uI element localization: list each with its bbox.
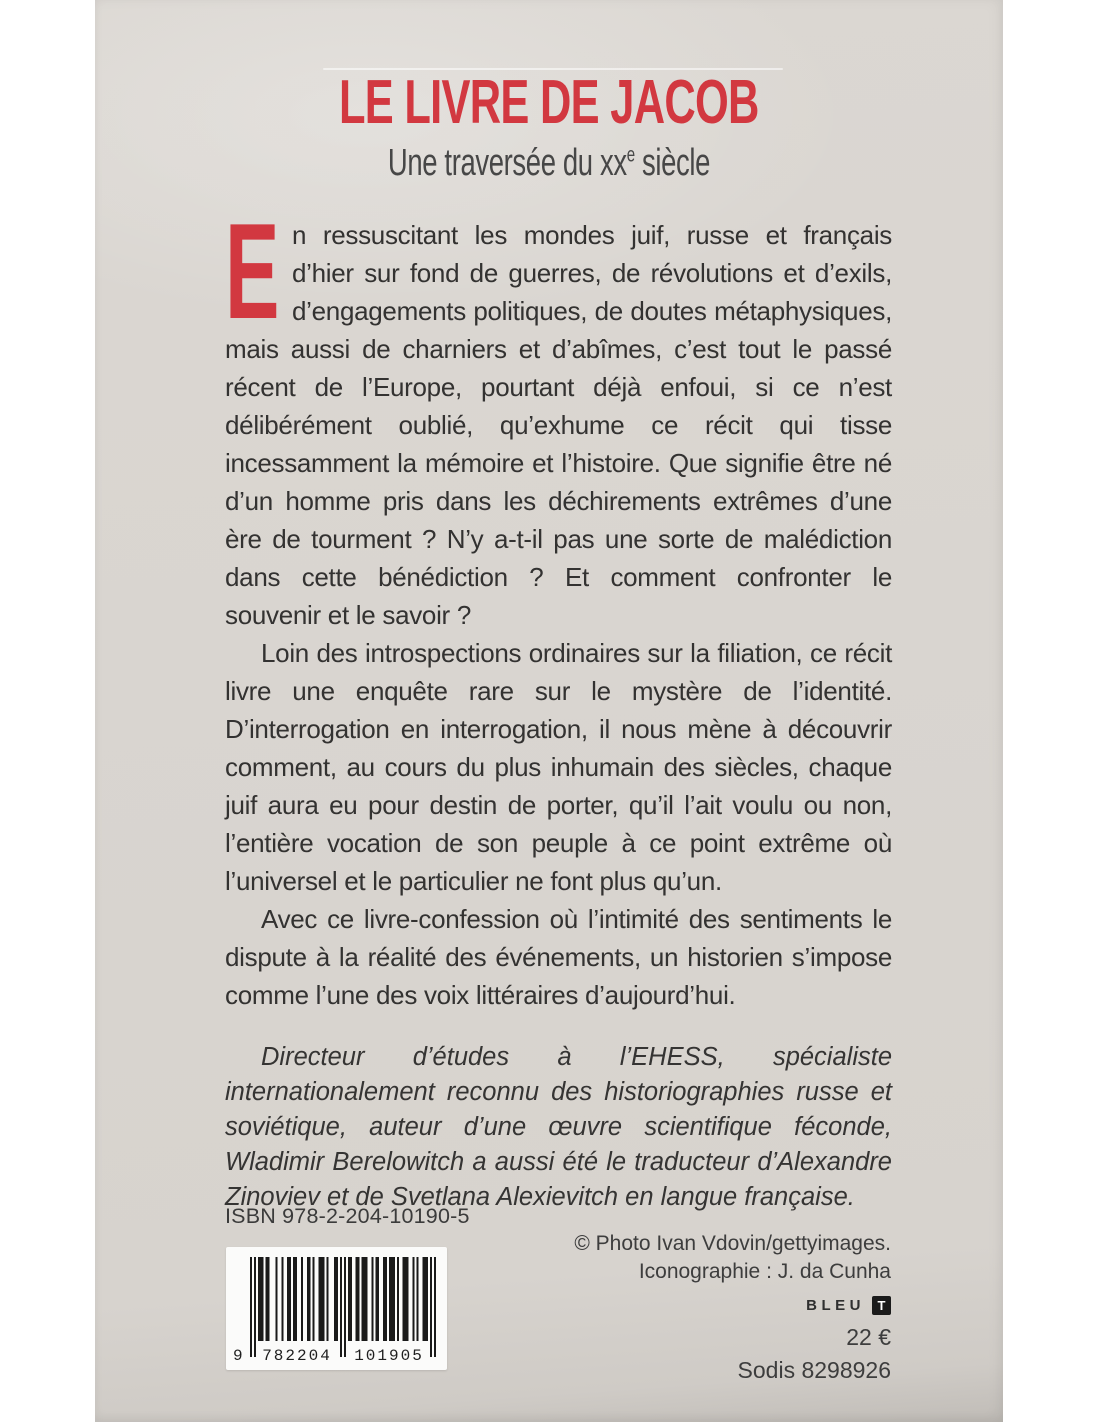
- drop-cap: E: [225, 195, 280, 347]
- barcode-group-2: 101905: [348, 1347, 430, 1366]
- price: 22 €: [846, 1324, 891, 1350]
- subtitle-text: Une traversée du: [387, 142, 601, 184]
- book-subtitle: [163, 144, 935, 184]
- title-block: [95, 0, 1003, 184]
- synopsis-paragraph-2: Loin des introspections ordinaires sur la filiation, ce récit livre une enquête rare sur le mystère de l’identité. D’interrogation en interrogation, il nous mène à découvrir comment, au cours du plus inhumain des siècles, chaque juif aura eu pour destin de porter, qu’il l’ait voulu ou non, l’entière vocation de son peuple à ce point extrême où l’universel et le particulier ne font plus qu’un.: [225, 638, 892, 896]
- subtitle-century: xx: [600, 142, 627, 184]
- barcode-lead-digit: 9: [233, 1347, 243, 1365]
- ean-barcode: [250, 1257, 436, 1357]
- barcode-digits: [226, 1347, 447, 1366]
- iconography-credit: Iconographie : J. da Cunha: [638, 1259, 891, 1283]
- synopsis: [225, 195, 892, 1215]
- synopsis-paragraph-3: Avec ce livre-confession où l’intimité des sentiments le dispute à la réalité des événements, un historien s’impose comme l’une des voix littéraires d’aujourd’hui.: [225, 904, 892, 1010]
- imprint-line: [574, 1292, 891, 1320]
- synopsis-paragraph-1-text: n ressuscitant les mondes juif, russe et français d’hier sur fond de guerres, de révolutions et d’exils, d’engagements politiques, de doutes métaphysiques, mais aussi de charniers et d’abîmes, c’est tout le passé récent de l’Europe, pourtant déjà enfoui, si ce n’est délibérément oublié, qu’exhume ce récit qui tisse incessamment la mémoire et l’histoire. Que signifie être né d’un homme pris dans les déchirements extrêmes d’une ère de tourment ? N’y a-t-il pas une sorte de malédiction dans cette bénédiction ? Et comment confronter le souvenir et le savoir ?: [225, 220, 892, 630]
- imprint-t-mark-icon: T: [872, 1296, 891, 1315]
- price-block: [738, 1322, 891, 1385]
- book-title: LE LIVRE DE JACOB: [339, 68, 759, 137]
- distributor-code: Sodis 8298926: [737, 1357, 891, 1383]
- isbn-label: ISBN 978-2-204-10190-5: [225, 1204, 470, 1228]
- subtitle-ordinal: e: [626, 143, 635, 167]
- imprint-name: BLEU: [806, 1297, 865, 1314]
- photo-credit: © Photo Ivan Vdovin/gettyimages.: [574, 1232, 891, 1255]
- synopsis-paragraph-1: [225, 195, 892, 634]
- subtitle-suffix: siècle: [634, 142, 711, 184]
- barcode-label: [226, 1247, 447, 1370]
- book-back-cover: [95, 0, 1003, 1422]
- barcode-group-1: 782204: [256, 1347, 338, 1366]
- author-bio: Directeur d’études à l’EHESS, spécialiste internationalement reconnu des historiographies russe et soviétique, auteur d’une œuvre scientifique féconde, Wladimir Berelowitch a aussi été le traducteur d’Alexandre Zinoviev et de Svetlana Alexievitch en langue française.: [225, 1043, 892, 1211]
- credits-block: [574, 1230, 891, 1320]
